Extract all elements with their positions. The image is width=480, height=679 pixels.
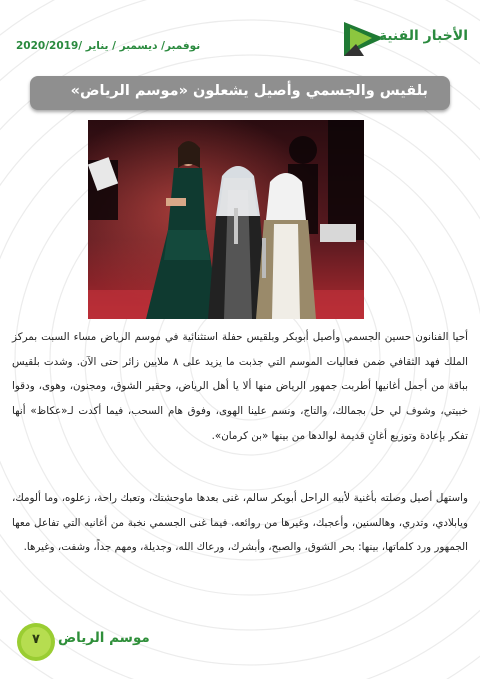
page-header (0, 14, 480, 60)
article-title: بلقيس والجسمي وأصيل يشعلون «موسم الرياض» (70, 83, 428, 99)
article-paragraph-1: أحيا الفنانون حسين الجسمي وأصيل أبوبكر وبلقيس حفلة استثنائية في موسم الرياض مساء السبت بمركز الملك فهد الثقافي ضمن فعاليات الموسم التي جذبت ما يزيد على ٨ ملايين زائر حتى الآن. وشدت بلقيس بباقة من أجمل أغانيها أطربت جمهور الرياض منها ألا يا أهل الرياض، وحقير الشوق، ومجنون، وهوى، ودقوا خبيتي، وشوف لي حل بجمالك، والتاج، ونسم علينا الهوى، وفوق هام السحب، فيما أكدت لـ«عكاظ» أنها تفكر بإعادة وتوزيع أغانٍ قديمة لوالدها من بينها «بن كرمان». (12, 331, 469, 442)
logo-text: الأخبار الفنية (378, 28, 468, 44)
page-number: ٧ (32, 632, 40, 647)
footer-section-label: موسم الرياض (58, 630, 150, 646)
article-paragraph-2: واستهل أصيل وصلته بأغنية لأبيه الراحل أبوبكر سالم، غنى بعدها ماوحشتك، وتعبك راحة، زعلوه، وما ألومك، ويابلادي، وتدري، وهالسنين، وأعجبك، وغيرها من روائعه. فيما غنى الجسمي نخبة من أغانيه التي تفاعل معها الجمهور ورد كلماتها، بينها: بحر الشوق، والصبح، وأبشرك، ورعاك الله، وجديلة، ومهم جداً، وشفت، وغيرها. (12, 492, 468, 554)
article-title-bar (30, 76, 450, 110)
concert-photo (88, 120, 364, 319)
issue-date: نوفمبر/ ديسمبر / يناير /2020/2019 (16, 40, 201, 52)
concert-photo-illustration (88, 120, 364, 319)
logo (318, 16, 468, 58)
